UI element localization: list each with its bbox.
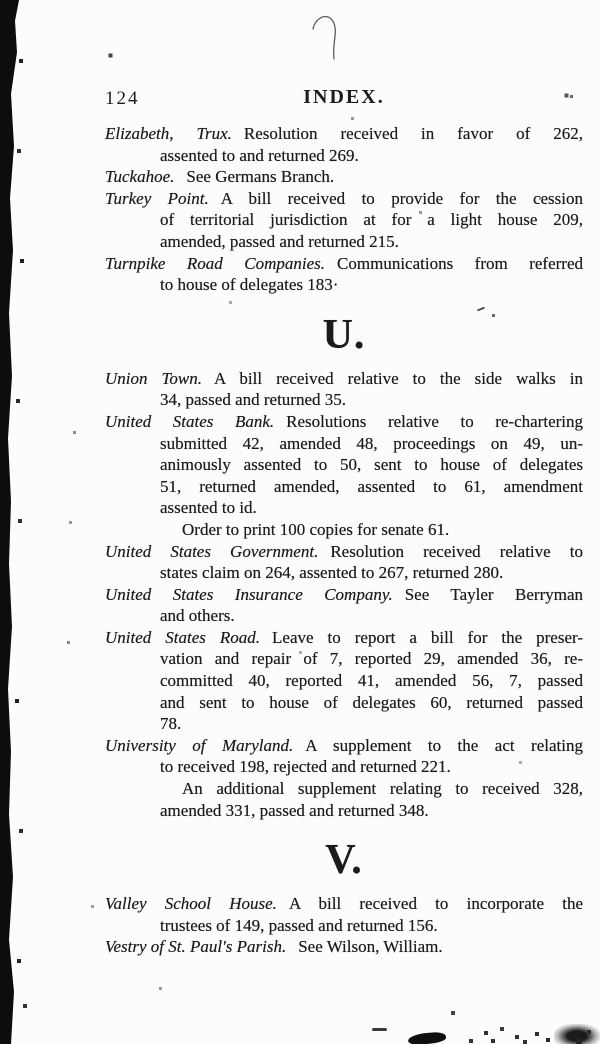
entry-line: submitted 42, amended 48, proceedings on 49, un- bbox=[160, 433, 583, 453]
entry-line: Turnpike Road Companies. Communications from referred bbox=[105, 253, 583, 273]
entry-term: Elizabeth, Trux. bbox=[105, 124, 232, 143]
page-number: 124 bbox=[105, 88, 140, 109]
entry-term: United States Insurance Company. bbox=[105, 584, 393, 604]
index-entry bbox=[105, 936, 583, 958]
entry-line: Vestry of St. Paul's Parish. See Wilson, William. bbox=[105, 937, 443, 957]
entry-term: University of Maryland. bbox=[105, 735, 294, 755]
entry-line: amended, passed and returned 215. bbox=[160, 231, 399, 251]
entry-line: amended 331, passed and returned 348. bbox=[160, 800, 429, 820]
entry-line: United States Government. Resolution received relative to bbox=[105, 541, 583, 561]
index-entry bbox=[105, 188, 583, 253]
entry-term: United States Bank. bbox=[105, 411, 275, 431]
entry-line: 34, passed and returned 35. bbox=[160, 390, 347, 410]
scan-noise-specks bbox=[0, 0, 1, 1]
entry-line: and sent to house of delegates 60, returned passed bbox=[160, 692, 583, 712]
entry-line: to house of delegates 183· bbox=[160, 275, 339, 295]
scan-smudge-dash bbox=[372, 1028, 387, 1031]
entry-term: Turkey Point. bbox=[105, 188, 209, 208]
index-entry bbox=[105, 519, 583, 541]
index-entry bbox=[105, 627, 583, 735]
entry-line: Turkey Point. A bill received to provide for the cession bbox=[105, 188, 583, 208]
index-entry bbox=[105, 166, 583, 188]
entry-line: assented to and returned 269. bbox=[160, 145, 359, 165]
entry-line: of territorial jurisdiction at for a light house 209, bbox=[160, 210, 583, 230]
entry-line: assented to id. bbox=[160, 498, 257, 518]
entry-line: Valley School House. A bill received to incorporate the bbox=[105, 894, 583, 914]
entry-line: United States Bank. Resolutions relative to re-chartering bbox=[105, 411, 584, 431]
index-entry bbox=[105, 584, 583, 627]
entry-line: animously assented to 50, sent to house of delegates bbox=[160, 455, 583, 475]
entry-term: United States Government. bbox=[105, 541, 319, 561]
entry-line: Union Town. A bill received relative to the side walks in bbox=[105, 368, 583, 388]
index-entry bbox=[105, 411, 583, 519]
entry-line: Tuckahoe. See Germans Branch. bbox=[105, 167, 335, 187]
page-title: INDEX. bbox=[303, 86, 385, 108]
entry-term: Turnpike Road Companies. bbox=[105, 253, 326, 273]
scan-smudge-blob bbox=[554, 1024, 600, 1044]
entry-line: to received 198, rejected and returned 221. bbox=[160, 757, 451, 777]
index-entry bbox=[105, 778, 583, 821]
index-entry bbox=[105, 253, 583, 296]
section-letter-heading: V. bbox=[325, 837, 363, 884]
entry-term: Union Town. bbox=[105, 368, 203, 388]
entry-line: vation and repair of 7, reported 29, amended 36, re- bbox=[160, 649, 583, 669]
index-entry bbox=[105, 368, 583, 411]
entry-line: 51, returned amended, assented to 61, amendment bbox=[160, 476, 583, 496]
entry-line: and others. bbox=[160, 606, 235, 626]
entry-line: Order to print 100 copies for senate 61. bbox=[182, 519, 450, 539]
entry-line: states claim on 264, assented to 267, returned 280. bbox=[160, 563, 504, 583]
entry-term: Valley School House. bbox=[105, 894, 277, 914]
ink-squiggle-mark bbox=[310, 13, 346, 61]
entry-line: University of Maryland. A supplement to the act relating bbox=[105, 735, 583, 755]
index-entry bbox=[105, 123, 583, 166]
entry-term: United States Road. bbox=[105, 627, 261, 647]
section-letter-heading: U. bbox=[322, 311, 366, 358]
index-entry bbox=[105, 541, 583, 584]
entry-line: An additional supplement relating to received 328, bbox=[182, 779, 583, 799]
entry-line: 78. bbox=[160, 714, 182, 734]
entry-line: Elizabeth, Trux. Resolution received in favor of 262, bbox=[105, 124, 583, 143]
index-entry bbox=[105, 735, 583, 778]
scan-smudge-blob bbox=[408, 1031, 447, 1044]
entry-line: United States Road. Leave to report a bill for the preser- bbox=[105, 627, 583, 647]
entry-line: United States Insurance Company. See Tayler Berryman bbox=[105, 584, 583, 604]
index-entry bbox=[105, 893, 583, 936]
entry-line: trustees of 149, passed and returned 156. bbox=[160, 915, 438, 935]
page-header bbox=[105, 86, 583, 109]
entry-term: Vestry of St. Paul's Parish. bbox=[105, 937, 287, 957]
binding-edge-shadow bbox=[0, 0, 22, 1044]
entry-term: Tuckahoe. bbox=[105, 167, 175, 187]
entry-line: committed 40, reported 41, amended 56, 7, passed bbox=[160, 671, 583, 691]
index-content bbox=[105, 123, 583, 958]
